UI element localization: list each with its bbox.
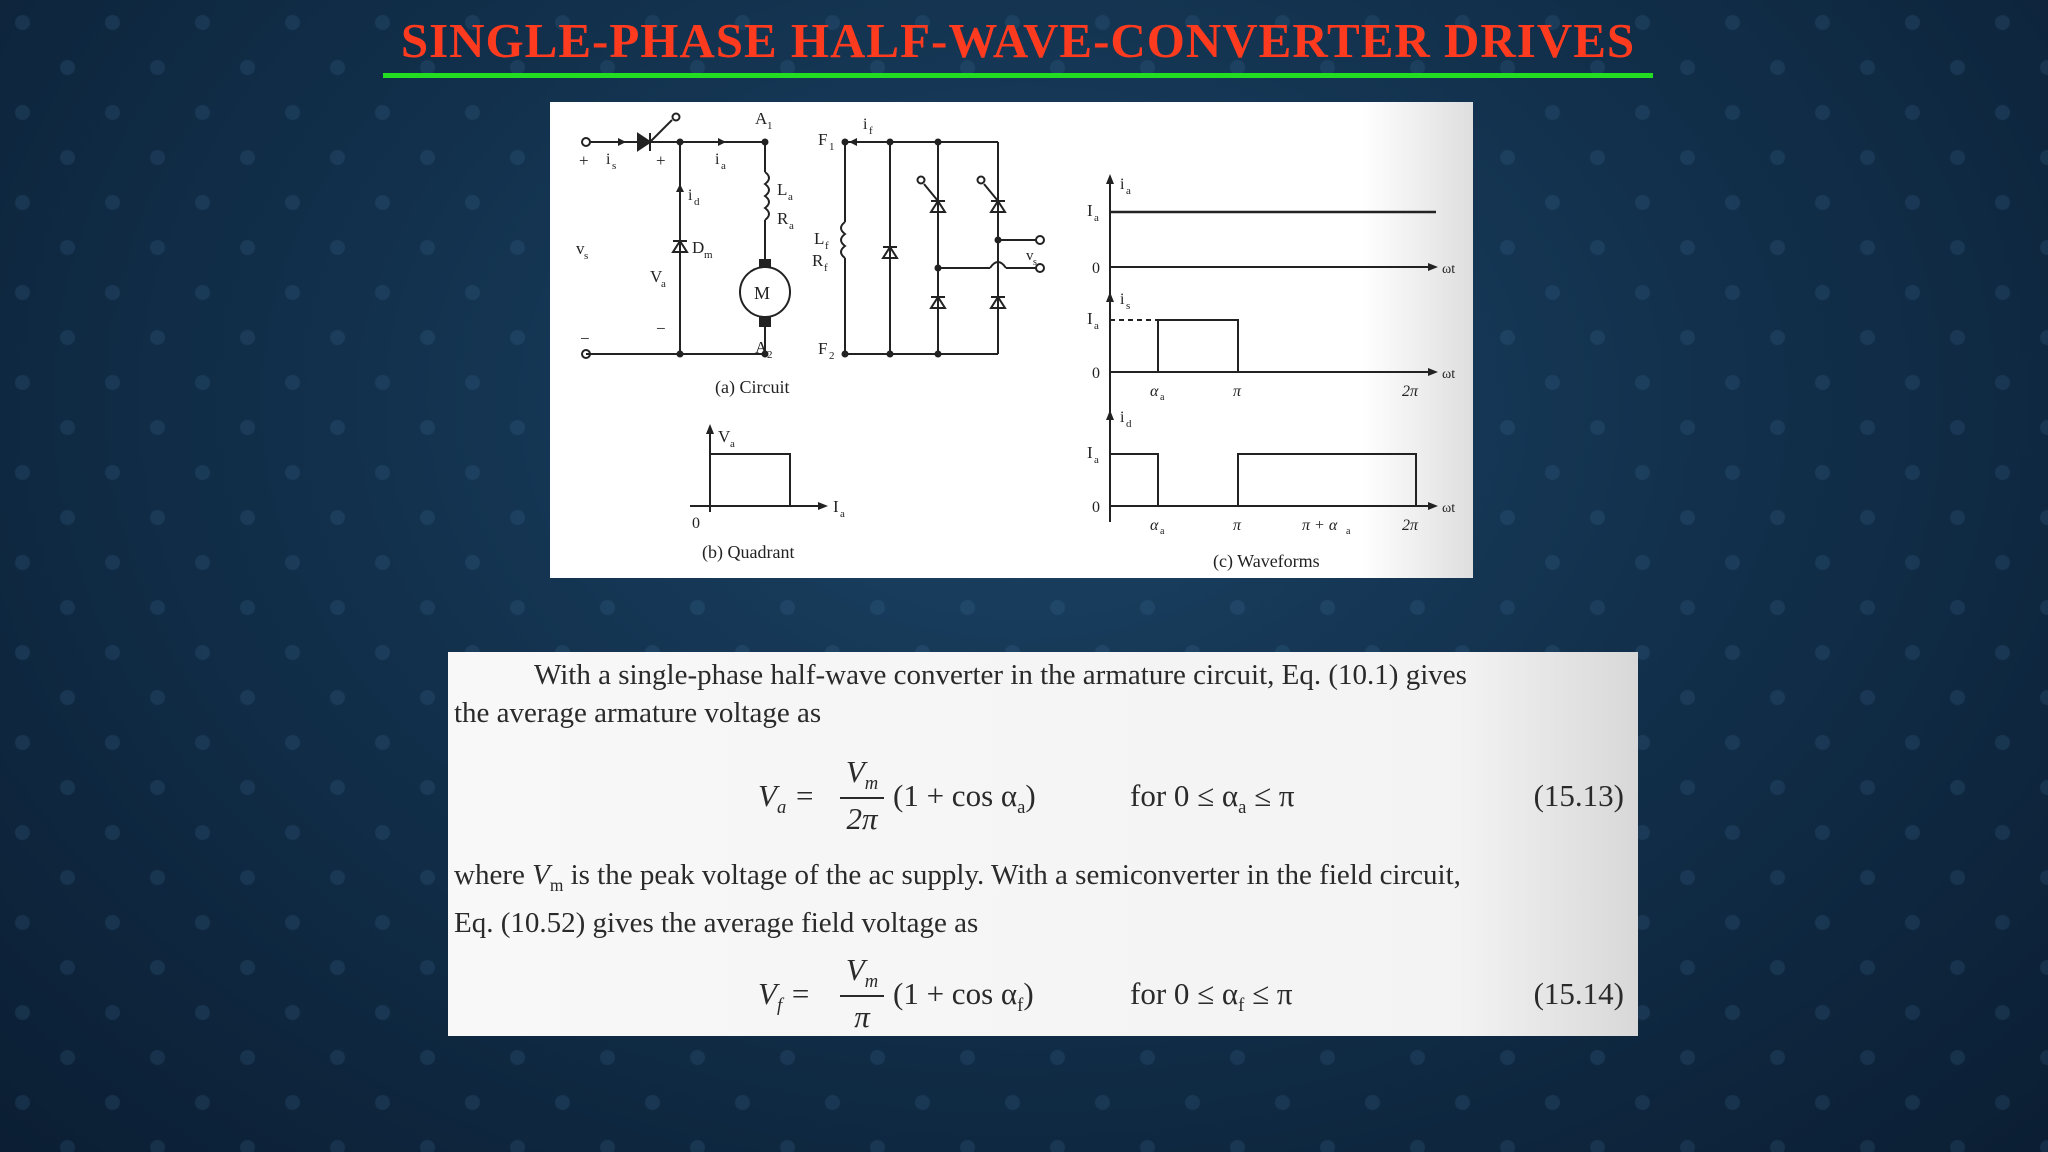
eq2-rhs: (1 + cos α	[893, 976, 1018, 1011]
label-vs-text: v	[576, 239, 585, 258]
alpha-label-2: α	[1150, 517, 1159, 534]
label-ia-text: i	[715, 151, 720, 168]
svg-text:f: f	[869, 125, 873, 137]
eq2-den: π	[854, 999, 870, 1035]
wt-label-1: ωt	[1442, 262, 1456, 277]
label-rf-text: R	[812, 251, 824, 270]
label-ra-text: R	[777, 209, 789, 228]
label-f1-text: F	[818, 130, 828, 149]
svg-text:2: 2	[829, 350, 835, 362]
svg-text:V: V	[718, 427, 731, 446]
eq2-lhs-sub: f	[776, 995, 783, 1017]
eq1-den: 2π	[846, 801, 878, 837]
svg-text:2: 2	[767, 349, 773, 361]
svg-text:v: v	[1026, 248, 1034, 264]
svg-text:I: I	[1087, 201, 1093, 220]
paragraph-2-vm: V	[532, 859, 550, 891]
svg-text:s: s	[1033, 257, 1037, 268]
paragraph-2-vm-sub: m	[549, 874, 564, 895]
alpha-label-1: α	[1150, 383, 1159, 400]
svg-text:a: a	[1160, 526, 1165, 537]
eq1-lhs: V	[758, 778, 777, 813]
svg-text:d: d	[1126, 418, 1132, 430]
svg-text:1: 1	[829, 141, 835, 153]
paragraph-2	[454, 856, 1624, 942]
svg-text:a: a	[1094, 454, 1099, 466]
minus-left-text: −	[580, 329, 590, 348]
circuit-figure	[550, 102, 1473, 578]
svg-text:I: I	[1087, 443, 1093, 462]
svg-text:0: 0	[1092, 260, 1100, 277]
pi-label-2: π	[1233, 517, 1242, 534]
svg-text:a: a	[1160, 392, 1165, 403]
svg-text:f: f	[824, 262, 828, 274]
label-la-text: L	[777, 180, 788, 199]
equation-15-14: $V_f$ = $\frac{V_m}{\pi}$ $(1 + \cos \alpha_f)$ for $0 \le \alpha_f \le \pi$ (15.14)	[758, 952, 1624, 1035]
svg-text:I: I	[833, 497, 839, 516]
eq1-num-sub: m	[864, 773, 879, 795]
minus-inner-text: −	[656, 319, 666, 338]
eq2-lhs: V	[758, 976, 777, 1011]
label-va-text: V	[650, 267, 663, 286]
pi-plus-alpha-label: π + α	[1302, 517, 1338, 534]
paragraph-2-line-2: Eq. (10.52) gives the average field voltage as	[454, 906, 979, 939]
label-a1-text: A	[755, 109, 768, 128]
svg-text:f: f	[825, 240, 829, 252]
two-pi-label-2: 2π	[1402, 517, 1419, 534]
eq2-cond: for 0 ≤ α	[1130, 976, 1239, 1011]
svg-text:a: a	[730, 438, 735, 450]
svg-text:i: i	[1120, 409, 1125, 426]
svg-text:0: 0	[1092, 365, 1100, 382]
svg-text:a: a	[789, 220, 794, 232]
svg-text:0: 0	[692, 515, 700, 532]
svg-text:s: s	[612, 160, 617, 172]
paragraph-1	[454, 656, 1624, 732]
caption-circuit: (a) Circuit	[715, 377, 790, 397]
svg-text:m: m	[704, 249, 713, 261]
paragraph-1-line-1: With a single-phase half-wave converter in the armature circuit, Eq. (10.1) gives	[534, 659, 1467, 691]
svg-text:a: a	[1346, 526, 1351, 537]
wt-label-2: ωt	[1442, 367, 1456, 382]
svg-text:I: I	[1087, 309, 1093, 328]
label-dm-text: D	[692, 238, 705, 257]
caption-waveforms: (c) Waveforms	[1213, 551, 1320, 571]
eq1-rhs: (1 + cos α	[893, 778, 1018, 813]
equation-textbox	[448, 652, 1638, 1036]
motor-label: M	[754, 283, 771, 303]
label-is-text: i	[606, 151, 611, 168]
paragraph-1-line-2: the average armature voltage as	[454, 697, 822, 729]
eq1-cond: for 0 ≤ α	[1130, 778, 1239, 813]
eq1-num: V	[845, 754, 865, 789]
svg-text:a: a	[661, 278, 666, 290]
svg-text:i: i	[1120, 291, 1125, 308]
eq1-rhs-sub: a	[1017, 797, 1026, 819]
paragraph-2-line-1: is the peak voltage of the ac supply. With a semiconverter in the field circuit,	[563, 859, 1461, 891]
eq2-cond-sub: f	[1238, 995, 1245, 1017]
eq1-rhs-end: )	[1025, 778, 1036, 813]
svg-text:i: i	[1120, 176, 1125, 193]
label-f2-text: F	[818, 339, 828, 358]
label-if-text: i	[863, 116, 868, 133]
label-a2-text: A	[755, 338, 768, 357]
svg-text:a: a	[1094, 212, 1099, 224]
wt-label-3: ωt	[1442, 501, 1456, 516]
two-pi-label-1: 2π	[1402, 383, 1419, 400]
eq1-number: (15.13)	[1533, 778, 1624, 813]
plus-inner-text: +	[656, 151, 666, 170]
plus-left-text: +	[579, 151, 589, 170]
svg-text:a: a	[1094, 320, 1099, 332]
eq2-rhs-end: )	[1023, 976, 1034, 1011]
eq2-num-sub: m	[864, 971, 879, 993]
svg-text:1: 1	[767, 120, 773, 132]
eq1-cond-sub: a	[1238, 797, 1247, 819]
figure-svg	[550, 102, 1473, 578]
svg-text:s: s	[584, 250, 589, 262]
svg-text:0: 0	[1092, 499, 1100, 516]
paragraph-2-where: where	[454, 859, 533, 891]
label-lf-text: L	[814, 229, 825, 248]
equation-15-13: $V_a$ = $\frac{V_m}{2\pi}$ $(1 + \cos \alpha_a)$ for $0 \le \alpha_a \le \pi$ (15.13)	[758, 754, 1624, 837]
label-id-text: i	[688, 187, 693, 204]
eq2-number: (15.14)	[1533, 976, 1624, 1011]
svg-text:a: a	[840, 508, 845, 520]
eq2-num: V	[845, 952, 865, 987]
eq1-lhs-sub: a	[776, 797, 787, 819]
title-underline	[383, 73, 1653, 78]
svg-text:a: a	[721, 160, 726, 172]
svg-text:a: a	[788, 191, 793, 203]
svg-text:s: s	[1126, 300, 1131, 312]
svg-text:d: d	[694, 196, 700, 208]
pi-label-1: π	[1233, 383, 1242, 400]
eq2-rhs-sub: f	[1017, 995, 1024, 1017]
eq1-cond-end: ≤ π	[1246, 778, 1295, 813]
svg-text:a: a	[1126, 185, 1131, 197]
eq2-cond-end: ≤ π	[1244, 976, 1293, 1011]
caption-quadrant: (b) Quadrant	[702, 542, 795, 562]
slide-title: SINGLE-PHASE HALF-WAVE-CONVERTER DRIVES	[400, 13, 1636, 68]
